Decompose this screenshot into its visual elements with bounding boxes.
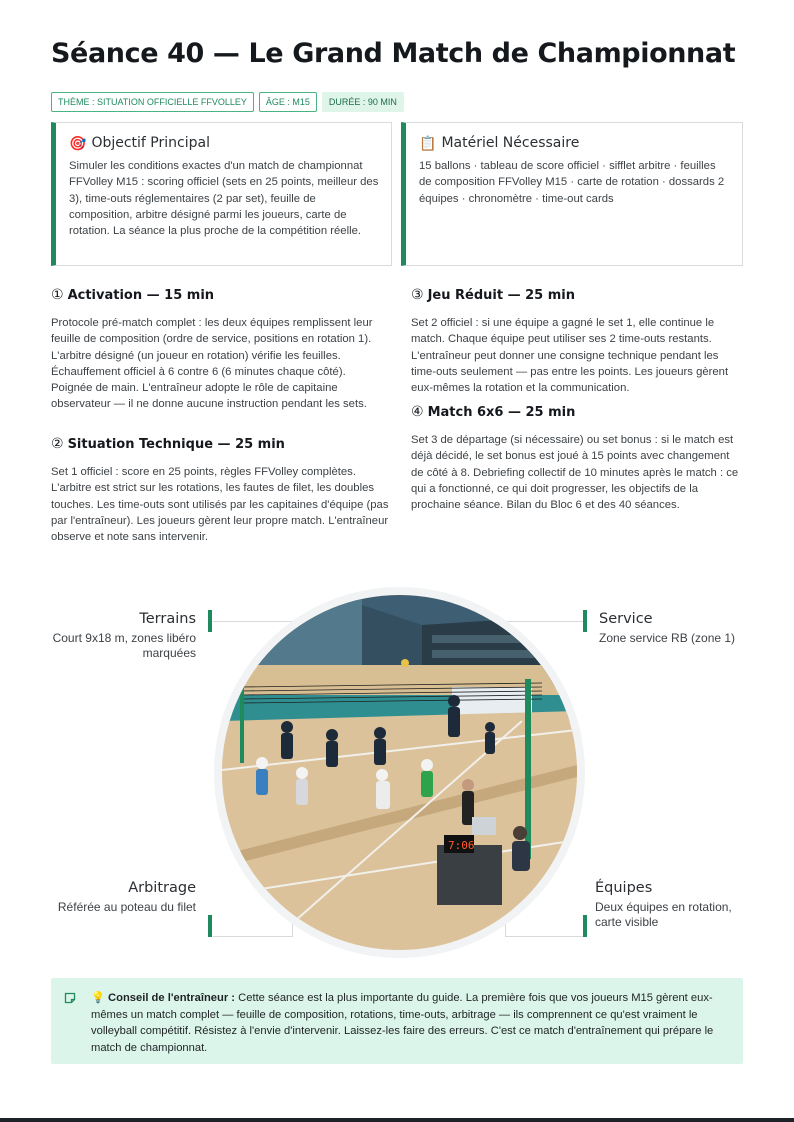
coach-tip-label: Conseil de l'entraîneur : [108, 992, 236, 1004]
section-number: ① [51, 287, 64, 303]
callout-text: Référée au poteau du filet [57, 900, 196, 914]
objective-box [51, 122, 392, 266]
materials-text: 15 ballons · tableau de score officiel · sifflet arbitre · feuilles de composition FFVolley M15 · carte de rotation · dossards 2 équipes · chronomètre · time-out cards [419, 160, 725, 205]
section-title: Situation Technique — 25 min [67, 436, 285, 452]
connector-line [505, 621, 585, 622]
volleyball-match-photo [222, 595, 577, 950]
callout-text: Deux équipes en rotation, carte visible [595, 900, 732, 929]
callout-arbitrage [40, 880, 196, 915]
target-icon: 🎯 [69, 135, 87, 151]
section-number: ② [51, 436, 64, 452]
section-jeu-reduit [411, 287, 745, 396]
callout-title: Arbitrage [128, 880, 196, 896]
section-activation [51, 287, 389, 413]
tag-row [51, 92, 404, 112]
accent-bar [583, 610, 587, 632]
coach-tip-text [91, 990, 729, 1056]
clipboard-icon: 📋 [419, 135, 437, 151]
section-text: Set 3 de départage (si nécessaire) ou set bonus : si le match est déjà décidé, le set bonus est joué à 15 points avec changement de côté à 8. Debriefing collectif de 10 minutes après le match : ce qui a fonctionné, ce qui doit progresser, les objectifs de la prochaine séance. Bilan du Bloc 6 et des 40 séances. [411, 434, 739, 512]
callout-title: Terrains [139, 611, 196, 627]
callout-text: Zone service RB (zone 1) [599, 631, 736, 645]
scoreboard-digits: 7:06 [448, 839, 475, 852]
callout-equipes [595, 880, 745, 929]
objective-text: Simuler les conditions exactes d'un match de championnat FFVolley M15 : scoring officiel (sets en 25 points, meilleur des 3), time-outs réglementaires (2 par set), feuille de composition, arbitre désigné parmi les joueurs, carte de rotation. La séance la plus proche de la compétition réelle. [69, 160, 379, 238]
tag-age: ÂGE : M15 [259, 92, 317, 112]
tag-theme: THÈME : SITUATION OFFICIELLE FFVOLLEY [51, 92, 254, 112]
section-match [411, 404, 745, 513]
objective-title: Objectif Principal [91, 135, 210, 151]
section-title: Match 6x6 — 25 min [427, 404, 576, 420]
callout-title: Service [599, 611, 653, 627]
connector-line [213, 936, 293, 937]
section-title: Jeu Réduit — 25 min [427, 287, 575, 303]
callout-terrains [40, 611, 196, 660]
callout-text: Court 9x18 m, zones libéro marquées [52, 631, 196, 660]
coach-tip-body: Cette séance est la plus importante du guide. La première fois que vos joueurs M15 gèrent eux-mêmes un match complet — feuille de composition, rotations, time-outs, arbitrage — ils comprennent ce qu'est vraiment le volleyball compétitif. Résistez à l'envie d'intervenir. Laissez-les faire des erreurs. C'est ce match d'entraînement qui prépare le match de championnat. [91, 992, 714, 1054]
tag-duration: DURÉE : 90 MIN [322, 92, 404, 112]
section-title: Activation — 15 min [67, 287, 215, 303]
connector-line [213, 621, 293, 622]
materials-box [401, 122, 743, 266]
accent-bar [583, 915, 587, 937]
note-icon [64, 992, 76, 1004]
section-number: ④ [411, 404, 424, 420]
section-technique [51, 436, 389, 545]
section-text: Protocole pré-match complet : les deux équipes remplissent leur feuille de composition (ordre de service, positions en rotation 1). L'arbitre désigné (un joueur en rotation) vérifie les feuilles. Échauffement officiel à 6 contre 6 (6 minutes chaque côté). Poignée de main. L'entraîneur adopte le rôle de capitaine observateur — il ne donne aucune instruction pendant les sets. [51, 317, 373, 411]
section-number: ③ [411, 287, 424, 303]
footer-rule [0, 1118, 794, 1122]
section-text: Set 2 officiel : si une équipe a gagné le set 1, elle continue le match. Chaque équipe peut utiliser ses 2 time-outs restants. L'entraîneur peut donner une consigne technique pendant les time-outs seulement — pas entre les points. Les joueurs gèrent eux-mêmes la rotation et la communication. [411, 317, 729, 395]
lightbulb-icon: 💡 [91, 992, 105, 1004]
accent-bar [208, 610, 212, 632]
accent-bar [208, 915, 212, 937]
match-illustration [222, 595, 577, 950]
callout-title: Équipes [595, 880, 653, 896]
section-text: Set 1 officiel : score en 25 points, règles FFVolley complètes. L'arbitre est strict sur les rotations, les fautes de filet, les doubles touches. Les time-outs sont utilisés par les capitaines d'équipe (pas par l'entraîneur). Les joueurs gèrent leur propre match. L'entraîneur observe et note sans intervenir. [51, 466, 389, 544]
coach-tip-box [51, 978, 743, 1064]
materials-title: Matériel Nécessaire [441, 135, 580, 151]
page-title: Séance 40 — Le Grand Match de Championnat [51, 38, 736, 69]
callout-service [599, 611, 749, 646]
connector-line [505, 936, 585, 937]
